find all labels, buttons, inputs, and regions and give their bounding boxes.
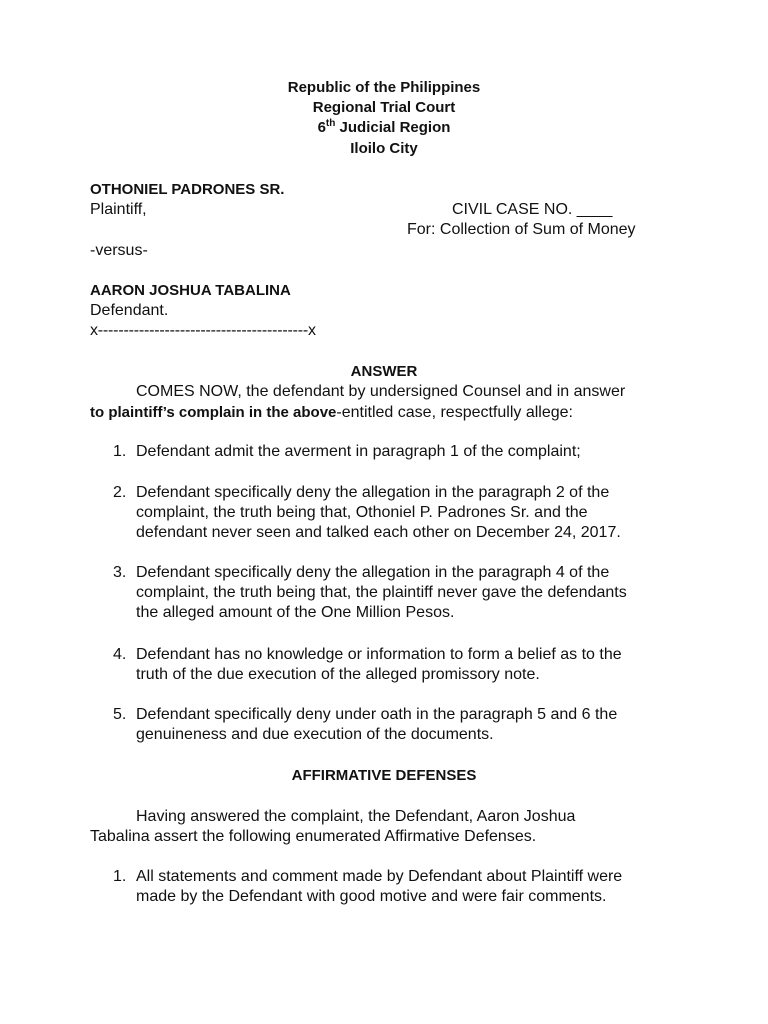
- affirmative-intro-line2: Tabalina assert the following enumerated Affirmative Defenses.: [90, 828, 537, 845]
- answer-title: ANSWER: [350, 363, 418, 380]
- list-item-number: 1.: [113, 443, 127, 460]
- list-item-number: 5.: [113, 706, 127, 723]
- list-item-text: [136, 705, 696, 745]
- list-item-line: Defendant specifically deny the allegation in the paragraph 4 of the: [136, 564, 610, 581]
- header-court: Regional Trial Court: [312, 99, 456, 116]
- list-item-text: [136, 483, 696, 543]
- list-item-line: the alleged amount of the One Million Pesos.: [136, 604, 455, 621]
- plaintiff-label: Plaintiff,: [90, 201, 147, 218]
- caption-separator: x-----------------------------------------x: [90, 322, 316, 339]
- list-item-line: Defendant has no knowledge or information to form a belief as to the: [136, 646, 622, 663]
- header-region-number: 6: [317, 119, 326, 136]
- affirmative-intro-line1: Having answered the complaint, the Defendant, Aaron Joshua: [136, 808, 576, 825]
- list-item-text: [136, 563, 696, 623]
- header-republic: Republic of the Philippines: [287, 79, 481, 96]
- list-item-line: defendant never seen and talked each other on December 24, 2017.: [136, 524, 621, 541]
- header-region: [0, 118, 768, 138]
- list-item-number: 2.: [113, 484, 127, 501]
- answer-intro-bold: to plaintiff’s complain in the above: [90, 404, 337, 421]
- list-item-line: made by the Defendant with good motive and were fair comments.: [136, 888, 607, 905]
- list-item-line: Defendant admit the averment in paragraph 1 of the complaint;: [136, 443, 581, 460]
- answer-intro-rest: -entitled case, respectfully allege:: [336, 404, 573, 421]
- list-item-number: 3.: [113, 564, 127, 581]
- list-item-line: Defendant specifically deny under oath in the paragraph 5 and 6 the: [136, 706, 618, 723]
- answer-intro-line1: COMES NOW, the defendant by undersigned Counsel and in answer: [136, 383, 626, 400]
- list-item-number: 1.: [113, 868, 127, 885]
- list-item-number: 4.: [113, 646, 127, 663]
- plaintiff-name: OTHONIEL PADRONES SR.: [90, 181, 285, 198]
- list-item-line: All statements and comment made by Defendant about Plaintiff were: [136, 868, 623, 885]
- list-item-text: [136, 442, 696, 462]
- list-item-line: complaint, the truth being that, the plaintiff never gave the defendants: [136, 584, 627, 601]
- affirmative-title: AFFIRMATIVE DEFENSES: [291, 767, 477, 784]
- list-item-line: truth of the due execution of the alleged promissory note.: [136, 666, 540, 683]
- answer-intro-line2: [90, 403, 573, 423]
- header-region-suffix: th: [325, 118, 336, 129]
- defendant-label: Defendant.: [90, 302, 169, 319]
- list-item-line: complaint, the truth being that, Othoniel P. Padrones Sr. and the: [136, 504, 588, 521]
- civil-case-number: CIVIL CASE NO. ____: [452, 201, 613, 218]
- list-item-text: [136, 867, 696, 907]
- case-nature: For: Collection of Sum of Money: [407, 221, 636, 238]
- defendant-name: AARON JOSHUA TABALINA: [90, 282, 291, 299]
- list-item-line: Defendant specifically deny the allegation in the paragraph 2 of the: [136, 484, 610, 501]
- versus-label: -versus-: [90, 242, 148, 259]
- list-item-line: genuineness and due execution of the documents.: [136, 726, 494, 743]
- header-region-text: Judicial Region: [335, 119, 451, 136]
- list-item-text: [136, 645, 696, 685]
- header-city: Iloilo City: [350, 140, 418, 157]
